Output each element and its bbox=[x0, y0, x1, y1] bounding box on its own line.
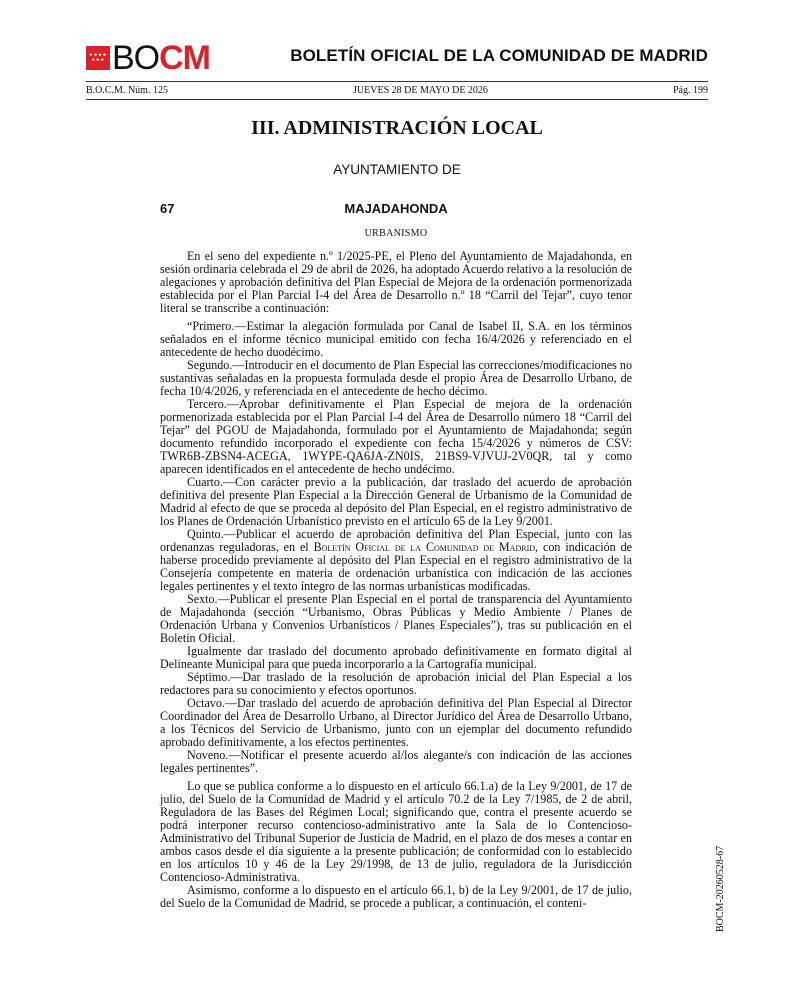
logo-text-cm: CM bbox=[159, 39, 211, 77]
issue-number: B.O.C.M. Núm. 125 bbox=[86, 85, 168, 96]
logo-text-bo: BO bbox=[112, 39, 160, 77]
header-divider-bottom bbox=[86, 99, 708, 100]
announcement-body bbox=[160, 250, 632, 910]
paragraph: Cuarto.—Con carácter previo a la publicación, dar traslado del acuerdo de aprobación definitiva del presente Plan Especial a la Dirección General de Urbanismo de la Comunidad de Madrid al efecto de que se proceda al depósito del Plan Especial, en el registro administrativo de los Planes de Ordenación Urbanístico previsto en el artículo 65 de la Ley 9/2001. bbox=[160, 475, 632, 528]
issue-date: JUEVES 28 DE MAYO DE 2026 bbox=[353, 85, 488, 96]
bulletin-name-inline: Boletín Oficial de la Comunidad de Madrid bbox=[313, 540, 536, 554]
paragraph: “Primero.—Estimar la alegación formulada por Canal de Isabel II, S.A. en los términos señalados en el informe técnico municipal emitido con fecha 16/4/2026 y referenciado en el antecedente de hecho duodécimo. bbox=[160, 319, 632, 359]
bocm-logo bbox=[86, 39, 211, 77]
header-divider-top bbox=[86, 81, 708, 82]
paragraph: Segundo.—Introducir en el documento de Plan Especial las correcciones/modificaciones no sustantivas señaladas en la propuesta formulada desde el propio Área de Desarrollo Urbano, de fecha 10/4/2026, y referenciada en el antecedente de hecho décimo. bbox=[160, 358, 632, 398]
paragraph: En el seno del expediente n.º 1/2025-PE, el Pleno del Ayuntamiento de Majadahonda, en sesión ordinaria celebrada el 29 de abril de 2026, ha adoptado Acuerdo relativo a la resolución de alegaciones y aprobación definitiva del Plan Especial de Mejora de la ordenación pormenorizada establecida por el Plan Parcial I-4 del Área de Desarrollo n.º 18 “Carril del Tejar”, cuyo tenor literal se transcribe a continuación: bbox=[160, 249, 632, 315]
paragraph: Lo que se publica conforme a lo dispuesto en el artículo 66.1.a) de la Ley 9/2001, de 17 de julio, del Suelo de la Comunidad de Madrid y el artículo 70.2 de la Ley 7/1985, de 2 de abril, Reguladora de las Bases del Régimen Local; significando que, contra el presente acuerdo se podrá interponer recurso contencioso-administrativo ante la Sala de lo Contencioso-Administrativo del Tribunal Superior de Justicia de Madrid, en el plazo de dos meses a contar en ambos casos desde el día siguiente a la presente publicación; de conformidad con lo establecido en los artículos 10 y 46 de la Ley 29/1998, de 13 de julio, reguladora de la Jurisdicción Contencioso-Administrativa. bbox=[160, 779, 632, 884]
paragraph: Sexto.—Publicar el presente Plan Especial en el portal de transparencia del Ayuntamiento de Majadahonda (sección “Urbanismo, Obras Públicas y Medio Ambiente / Planes de Ordenación Urbana y Convenios Urbanísticos / Planes Especiales”), tras su publicación en el Boletín Oficial. bbox=[160, 592, 632, 645]
announcement-number: 67 bbox=[160, 201, 175, 216]
paragraph: Igualmente dar traslado del documento aprobado definitivamente en formato digital al Delineante Municipal para que pueda incorporarlo a la Cartografía municipal. bbox=[160, 644, 632, 671]
bulletin-title: BOLETÍN OFICIAL DE LA COMUNIDAD DE MADRID bbox=[290, 46, 708, 65]
paragraph: Noveno.—Notificar el presente acuerdo al/los alegante/s con indicación de las acciones legales pertinentes”. bbox=[160, 748, 632, 775]
page-number: Pág. 199 bbox=[673, 85, 708, 96]
madrid-flag-icon: ★★★★ ★★★ bbox=[86, 46, 110, 70]
issue-meta-row bbox=[86, 85, 708, 96]
subject-heading: URBANISMO bbox=[364, 228, 428, 239]
entity-heading: AYUNTAMIENTO DE bbox=[333, 162, 461, 177]
paragraph: Séptimo.—Dar traslado de la resolución de aprobación inicial del Plan Especial a los redactores para su conocimiento y efectos oportunos. bbox=[160, 670, 632, 697]
document-code: BOCM-20260528-67 bbox=[715, 845, 726, 932]
municipality-heading: MAJADAHONDA bbox=[344, 201, 448, 216]
paragraph: Quinto.—Publicar el acuerdo de aprobación definitiva del Plan Especial, junto con las ordenanzas reguladoras, en el Boletín Oficial de la Comunidad de Madrid, con indicación de haberse procedido previamente al depósito del Plan Especial en el registro administrativo de la Consejería competente en materia de ordenación urbanística con indicación de las acciones legales pertinentes y el texto íntegro de las normas urbanísticas modificadas. bbox=[160, 527, 633, 593]
paragraph: Tercero.—Aprobar definitivamente el Plan Especial de mejora de la ordenación pormenorizada establecida por el Plan Parcial I-4 del Área de Desarrollo número 18 “Carril del Tejar” del PGOU de Majadahonda, formulado por el Ayuntamiento de Majadahonda; según documento refundido incorporado el expediente con fecha 15/4/2026 y números de CSV: TWR6B-ZBSN4-ACEGA, 1WYPE-QA6JA-ZN0IS, 21BS9-VJVUJ-2V0QR, tal y como aparecen identificados en el antecedente de hecho undécimo. bbox=[160, 397, 632, 476]
paragraph: Octavo.—Dar traslado del acuerdo de aprobación definitiva del Plan Especial al Director Coordinador del Área de Desarrollo Urbano, al Director Jurídico del Área de Desarrollo Urbano, a los Técnicos del Servicio de Urbanismo, junto con un ejemplar del documento refundido aprobado definitivamente, a los efectos pertinentes. bbox=[160, 696, 632, 749]
paragraph: Asimismo, conforme a lo dispuesto en el artículo 66.1, b) de la Ley 9/2001, de 17 de julio, del Suelo de la Comunidad de Madrid, se procede a publicar, a continuación, el conteni- bbox=[160, 883, 632, 910]
section-title: III. ADMINISTRACIÓN LOCAL bbox=[251, 117, 543, 139]
